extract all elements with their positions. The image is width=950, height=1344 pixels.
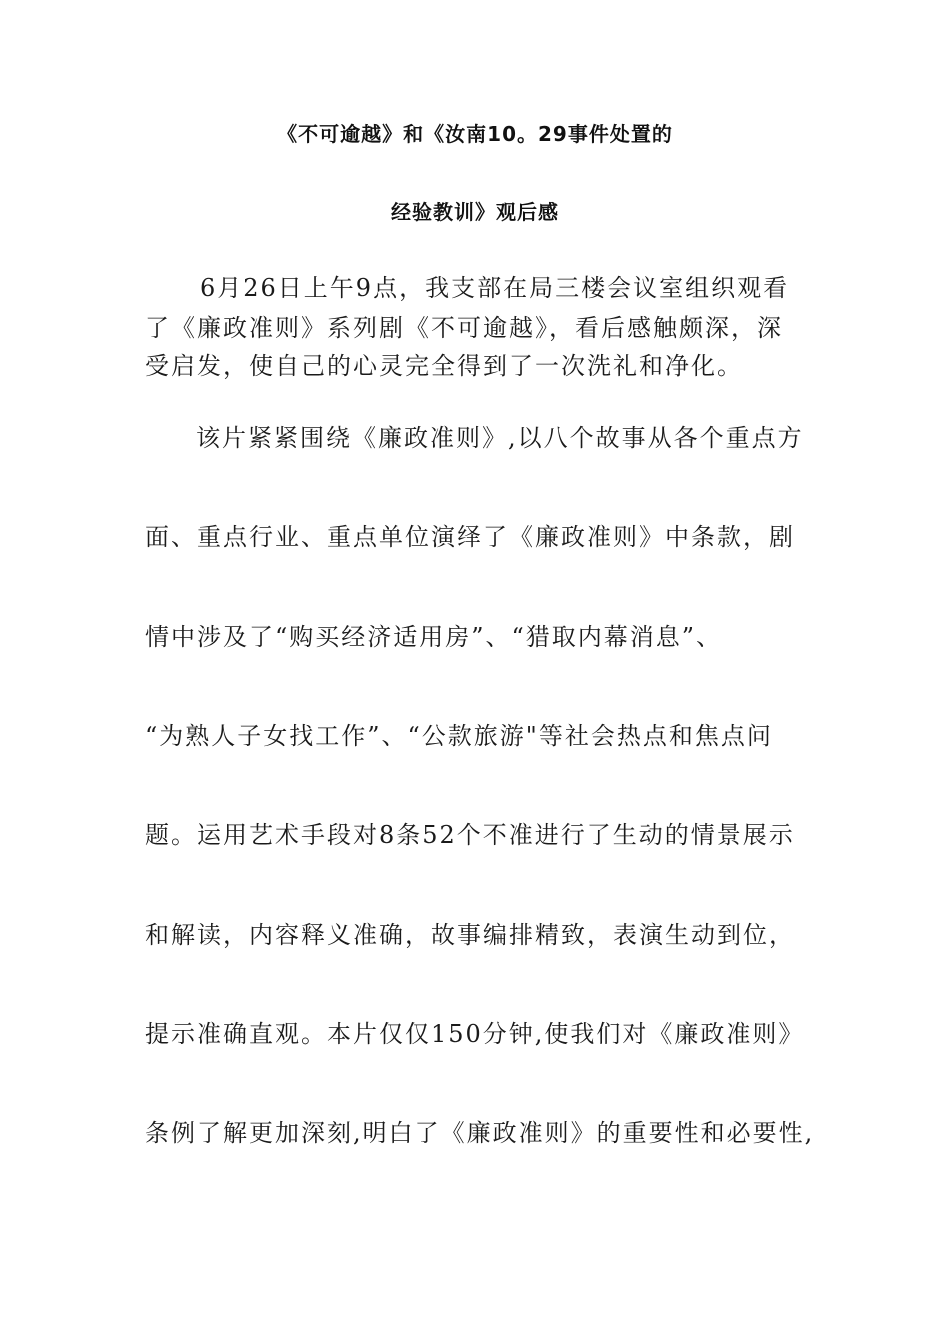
- document-title-line-2: 经验教训》观后感: [391, 200, 559, 224]
- paragraph-1-line-1: 6月26日上午9点，我支部在局三楼会议室组织观看: [200, 274, 790, 302]
- paragraph-2-line-6: 和解读，内容释义准确，故事编排精致，表演生动到位，: [145, 921, 795, 949]
- paragraph-2-line-2: 面、重点行业、重点单位演绎了《廉政准则》中条款，剧: [145, 523, 795, 551]
- paragraph-2-line-4: “为熟人子女找工作”、“公款旅游"等社会热点和焦点问: [145, 722, 773, 750]
- paragraph-2-line-1: 该片紧紧围绕《廉政准则》,以八个故事从各个重点方: [196, 424, 804, 452]
- paragraph-2-line-7: 提示准确直观。本片仅仅150分钟,使我们对《廉政准则》: [145, 1020, 805, 1048]
- paragraph-2-line-3: 情中涉及了“购买经济适用房”、“猎取内幕消息”、: [145, 623, 723, 651]
- paragraph-2-line-8: 条例了解更加深刻,明白了《廉政准则》的重要性和必要性,: [145, 1119, 815, 1147]
- document-title-line-1: 《不可逾越》和《汝南10。29事件处置的: [277, 122, 673, 146]
- paragraph-1-line-2: 了《廉政准则》系列剧《不可逾越》，看后感触颇深，深: [145, 314, 783, 342]
- paragraph-2-line-5: 题。运用艺术手段对8条52个不准进行了生动的情景展示: [145, 821, 795, 849]
- paragraph-1-line-3: 受启发，使自己的心灵完全得到了一次洗礼和净化。: [145, 352, 743, 380]
